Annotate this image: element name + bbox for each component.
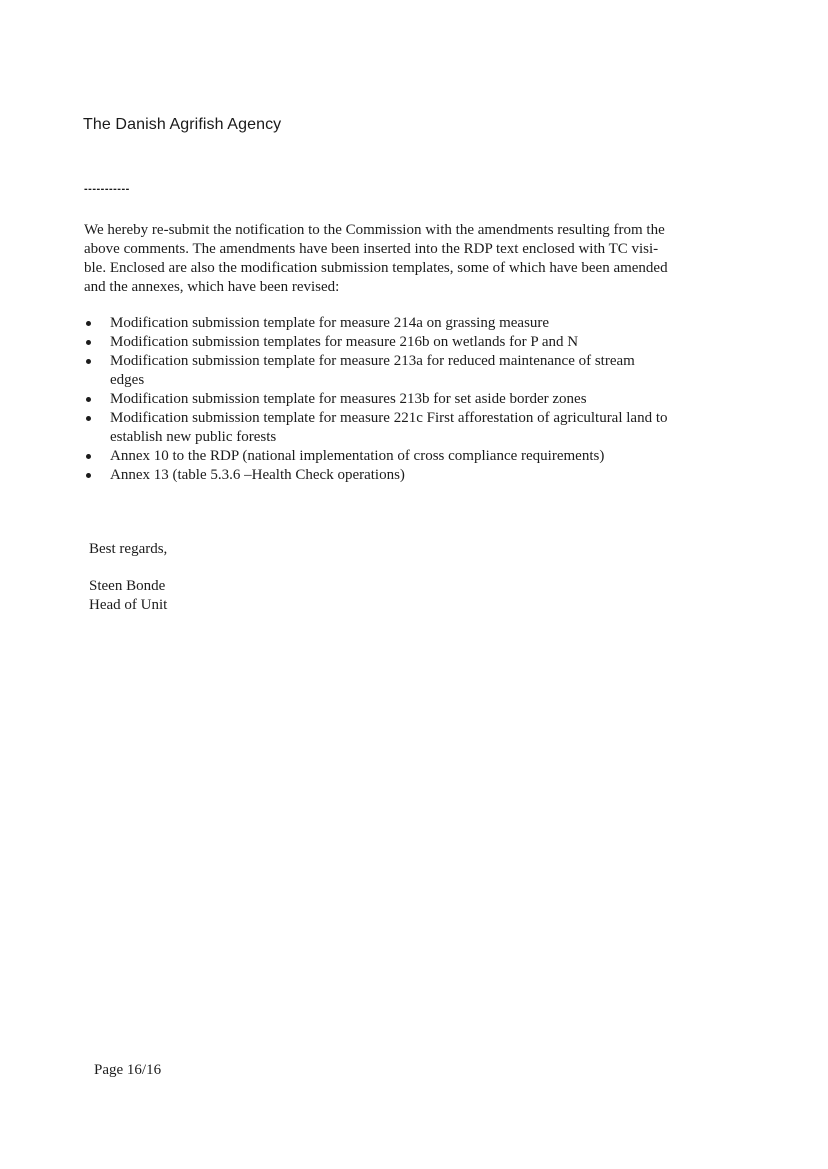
intro-line: ble. Enclosed are also the modification submission templates, some of which have been amended xyxy=(84,260,668,276)
list-item xyxy=(84,390,724,409)
list-item-text: Annex 10 to the RDP (national implementation of cross compliance requirements) xyxy=(110,448,605,464)
list-item-text: Modification submission templates for measure 216b on wetlands for P and N xyxy=(110,334,579,350)
list-item-text: Modification submission template for measures 213b for set aside border zones xyxy=(110,391,587,407)
list-item-text-continued: establish new public forests xyxy=(110,429,277,445)
intro-paragraph xyxy=(84,221,714,297)
bullet-icon xyxy=(86,340,91,345)
separator-line: ----------- xyxy=(84,183,130,195)
bullet-icon xyxy=(86,454,91,459)
signatory-name: Steen Bonde xyxy=(89,578,166,594)
agency-name: The Danish Agrifish Agency xyxy=(83,116,282,133)
list-item xyxy=(84,466,724,485)
list-item-text-continued: edges xyxy=(110,372,145,388)
bullet-icon xyxy=(86,473,91,478)
page-number: Page 16/16 xyxy=(94,1062,162,1078)
list-item-text: Annex 13 (table 5.3.6 –Health Check operations) xyxy=(110,467,405,483)
list-item xyxy=(84,352,724,390)
signatory-title: Head of Unit xyxy=(89,597,168,613)
intro-line: and the annexes, which have been revised: xyxy=(84,279,340,295)
list-item-text: Modification submission template for measure 214a on grassing measure xyxy=(110,315,550,331)
list-item-text: Modification submission template for measure 221c First afforestation of agricultural land to xyxy=(110,410,668,426)
signature-block xyxy=(89,577,167,615)
list-item-text: Modification submission template for measure 213a for reduced maintenance of stream xyxy=(110,353,635,369)
list-item xyxy=(84,409,724,447)
list-item xyxy=(84,447,724,466)
bullet-icon xyxy=(86,359,91,364)
closing-regards: Best regards, xyxy=(89,541,168,557)
list-item xyxy=(84,333,724,352)
intro-line: above comments. The amendments have been inserted into the RDP text enclosed with TC visi- xyxy=(84,241,659,257)
bullet-icon xyxy=(86,397,91,402)
enclosure-list xyxy=(84,314,724,485)
bullet-icon xyxy=(86,321,91,326)
intro-line: We hereby re-submit the notification to the Commission with the amendments resulting from the xyxy=(84,222,665,238)
bullet-icon xyxy=(86,416,91,421)
list-item xyxy=(84,314,724,333)
